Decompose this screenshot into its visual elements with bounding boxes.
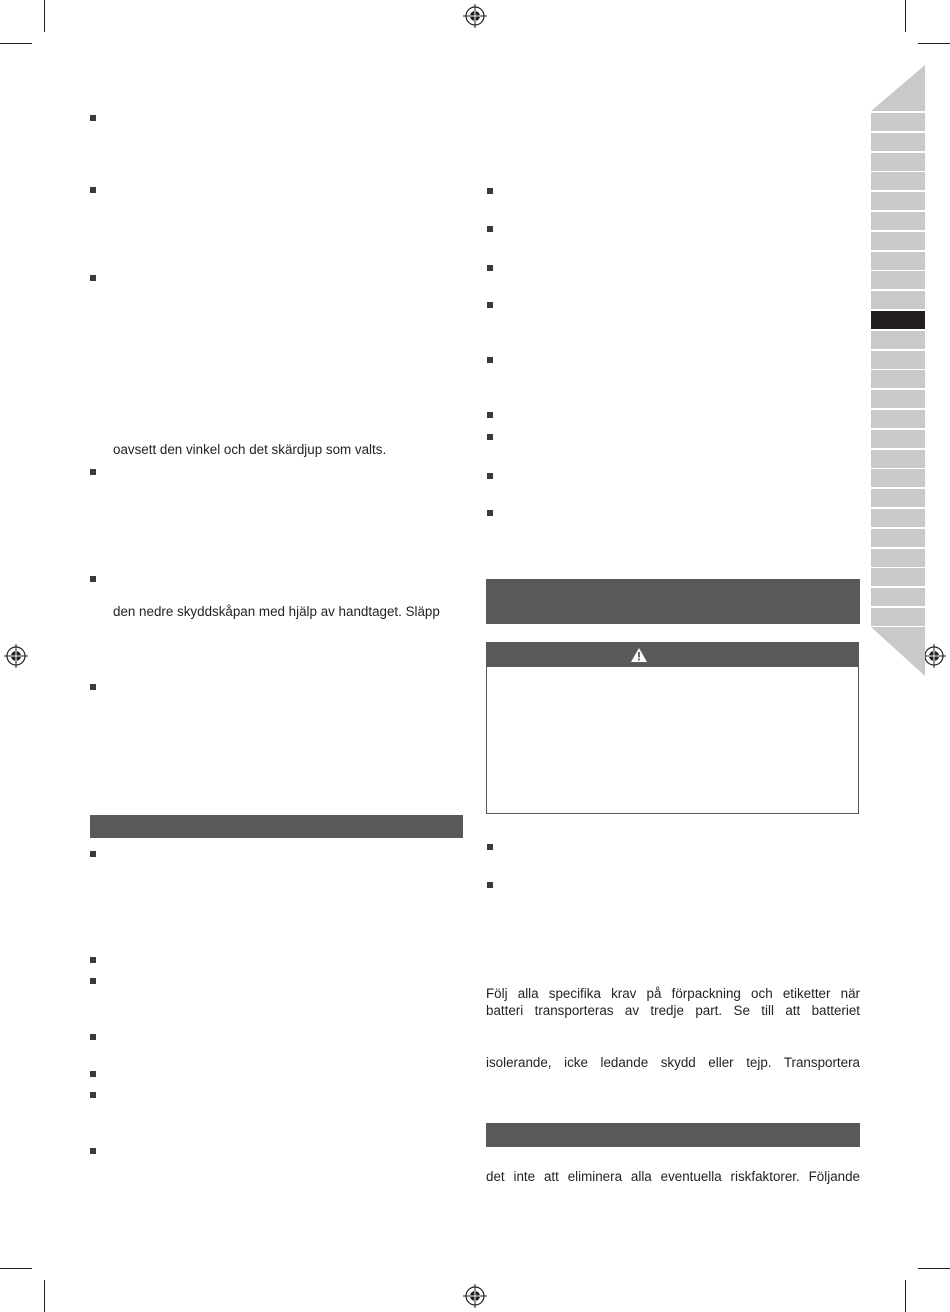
section-heading-bar xyxy=(90,815,463,838)
language-tab xyxy=(871,450,925,468)
language-tab-strip xyxy=(871,65,925,676)
language-tab xyxy=(871,252,925,270)
list-bullet xyxy=(90,275,96,281)
transport-paragraph-line: Följ alla specifika krav på förpackning och etiketter när xyxy=(486,986,860,1001)
registration-mark-icon xyxy=(922,644,946,668)
transport-paragraph-line: isolerande, icke ledande skydd eller tejp. Transportera xyxy=(486,1055,860,1070)
continuation-text: oavsett den vinkel och det skärdjup som valts. xyxy=(113,442,387,457)
language-tab xyxy=(871,410,925,428)
list-bullet xyxy=(487,510,493,516)
language-tab xyxy=(871,509,925,527)
list-bullet xyxy=(90,684,96,690)
language-tab xyxy=(871,212,925,230)
language-tab xyxy=(871,370,925,388)
registration-mark-icon xyxy=(463,4,487,28)
crop-mark xyxy=(0,1268,32,1269)
language-tab xyxy=(871,390,925,408)
language-tab xyxy=(871,549,925,567)
crop-mark xyxy=(0,43,32,44)
language-tab xyxy=(871,291,925,309)
list-bullet xyxy=(487,357,493,363)
language-tab xyxy=(871,588,925,606)
language-tab xyxy=(871,232,925,250)
language-tab xyxy=(871,608,925,626)
language-tab-active xyxy=(871,311,925,329)
language-tab xyxy=(871,172,925,190)
language-tab xyxy=(871,192,925,210)
language-tab xyxy=(871,271,925,289)
list-bullet xyxy=(90,978,96,984)
list-bullet xyxy=(90,1071,96,1077)
language-tab xyxy=(871,529,925,547)
language-tab xyxy=(871,331,925,349)
section-heading-bar xyxy=(486,579,860,624)
language-tab xyxy=(871,351,925,369)
crop-mark xyxy=(44,1280,45,1312)
language-tab xyxy=(871,430,925,448)
language-tab xyxy=(871,568,925,586)
continuation-text: den nedre skyddskåpan med hjälp av handtaget. Släpp xyxy=(113,604,440,619)
list-bullet xyxy=(90,1092,96,1098)
crop-mark xyxy=(918,43,950,44)
language-tab xyxy=(871,469,925,487)
warning-triangle-icon xyxy=(630,647,648,663)
list-bullet xyxy=(487,302,493,308)
crop-mark xyxy=(905,0,906,32)
list-bullet xyxy=(90,576,96,582)
list-bullet xyxy=(487,434,493,440)
language-tab xyxy=(871,153,925,171)
warning-header xyxy=(487,643,858,667)
list-bullet xyxy=(90,1148,96,1154)
list-bullet xyxy=(90,851,96,857)
list-bullet xyxy=(487,226,493,232)
list-bullet xyxy=(90,187,96,193)
list-bullet xyxy=(487,188,493,194)
crop-mark xyxy=(44,0,45,32)
risk-paragraph-line: det inte att eliminera alla eventuella riskfaktorer. Följande xyxy=(486,1169,860,1184)
list-bullet xyxy=(487,882,493,888)
crop-mark xyxy=(905,1280,906,1312)
list-bullet xyxy=(90,469,96,475)
registration-mark-icon xyxy=(4,644,28,668)
tab-strip-top-corner xyxy=(871,65,925,111)
transport-paragraph-line: batteri transporteras av tredje part. Se till att batteriet xyxy=(486,1003,860,1018)
language-tab xyxy=(871,489,925,507)
section-heading-bar xyxy=(486,1123,860,1147)
list-bullet xyxy=(90,115,96,121)
warning-box xyxy=(486,642,859,814)
list-bullet xyxy=(487,473,493,479)
tab-strip-bottom-corner xyxy=(871,627,925,676)
registration-mark-icon xyxy=(463,1284,487,1308)
list-bullet xyxy=(90,957,96,963)
list-bullet xyxy=(487,412,493,418)
language-tab xyxy=(871,133,925,151)
list-bullet xyxy=(487,265,493,271)
list-bullet xyxy=(487,844,493,850)
crop-mark xyxy=(918,1268,950,1269)
language-tab xyxy=(871,113,925,131)
list-bullet xyxy=(90,1034,96,1040)
